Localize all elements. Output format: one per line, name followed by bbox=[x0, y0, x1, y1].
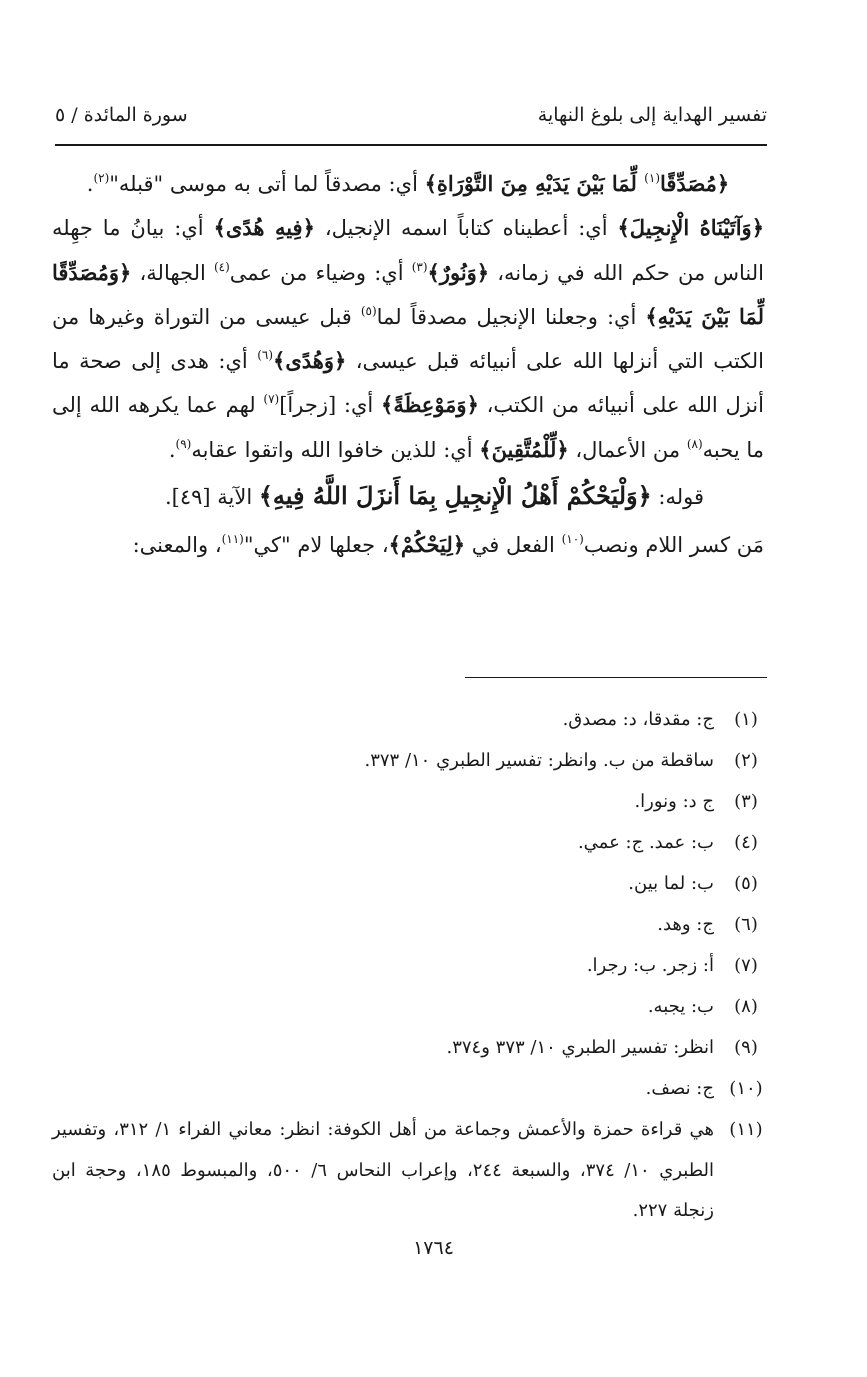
quran-verse: ﴿لِيَحْكُمْ﴾ bbox=[388, 532, 466, 558]
commentary-text: الجهالة، bbox=[131, 260, 214, 285]
footnote-ref: (٥) bbox=[360, 303, 377, 318]
running-header bbox=[55, 100, 767, 134]
footnote-text: أ: زجر. ب: رجرا. bbox=[586, 955, 714, 976]
footnote-number: (١) bbox=[734, 709, 758, 730]
quran-verse: ﴿فِيهِ هُدًى﴾ bbox=[213, 215, 315, 241]
commentary-text: ، والمعنى: bbox=[132, 533, 222, 558]
sura-label: سورة المائدة / ٥ bbox=[55, 104, 188, 126]
quran-verse: ﴿وَمُصَدِّقًا لِّمَا بَيْنَ يَدَيْهِ﴾ bbox=[52, 259, 764, 329]
footnote-ref: (٢) bbox=[93, 171, 110, 185]
footnote bbox=[52, 1028, 766, 1069]
qawl-label: قوله: bbox=[651, 485, 704, 510]
footnote-text: ب: عمد. ج: عمي. bbox=[577, 832, 714, 853]
commentary-text: . bbox=[168, 437, 176, 462]
footnote-text: ساقطة من ب. وانظر: تفسير الطبري ١٠/ ٣٧٣. bbox=[364, 750, 714, 771]
footnote-text: ب: لما بين. bbox=[628, 873, 714, 894]
footnote bbox=[52, 864, 766, 905]
quran-verse: ﴿لِّلْمُتَّقِينَ﴾ bbox=[479, 436, 569, 462]
quran-verse: ﴿وَهُدًى﴾ bbox=[273, 348, 347, 374]
book-title: تفسير الهداية إلى بلوغ النهاية bbox=[537, 104, 767, 126]
commentary-text: ، جعلها لام "كي" bbox=[243, 533, 389, 558]
commentary-text: أي: أعطيناه كتاباً اسمه الإنجيل، bbox=[314, 216, 618, 241]
paragraph-1 bbox=[52, 162, 764, 206]
footnote-number: (٤) bbox=[734, 832, 758, 853]
footnote-number: (٢) bbox=[734, 750, 758, 771]
footnote-text: ج: وهد. bbox=[657, 914, 714, 935]
commentary-text: الفعل في bbox=[465, 533, 562, 558]
commentary-text: . bbox=[86, 172, 94, 196]
footnote-ref: (٩) bbox=[175, 436, 192, 451]
footnote-ref: (٤) bbox=[213, 259, 230, 274]
footnote-text: انظر: تفسير الطبري ١٠/ ٣٧٣ و٣٧٤. bbox=[446, 1037, 714, 1058]
footnote-rule bbox=[465, 677, 767, 678]
commentary-text: أي: بيانُ ما جهِله الناس من حكم الله في زمانه، bbox=[52, 216, 765, 285]
footnote bbox=[52, 1110, 766, 1232]
footnote bbox=[52, 987, 766, 1028]
footnote bbox=[52, 700, 766, 741]
footnote-ref: (٧) bbox=[263, 392, 280, 407]
footnote-ref: (١٠) bbox=[561, 532, 584, 547]
page-number: ١٧٦٤ bbox=[413, 1237, 454, 1259]
verse-heading bbox=[52, 474, 764, 519]
paragraph-2 bbox=[52, 206, 764, 472]
main-text bbox=[52, 162, 764, 568]
commentary-text: أي: وضياء من عمى bbox=[229, 260, 412, 285]
footnote-text: ج: نصف. bbox=[645, 1078, 714, 1099]
quran-verse: لِّمَا بَيْنَ يَدَيْهِ مِنَ التَّوْرَاةِ﴾ bbox=[424, 171, 645, 196]
footnote-ref: (٦) bbox=[257, 348, 274, 363]
commentary-text: من الأعمال، bbox=[568, 437, 687, 462]
footnote-number: (١٠) bbox=[729, 1078, 763, 1099]
footnote-number: (٥) bbox=[734, 873, 758, 894]
quran-verse: ﴿وَلْيَحْكُمْ أَهْلُ الْإِنجِيلِ بِمَا أَنزَلَ اللَّهُ فِيهِ﴾ bbox=[258, 481, 652, 511]
commentary-text: أي: وجعلنا الإنجيل مصدقاً لما bbox=[376, 304, 646, 329]
quran-verse: ﴿وَآتَيْنَاهُ الْإِنجِيلَ﴾ bbox=[617, 215, 764, 241]
footnote-number: (٧) bbox=[734, 955, 758, 976]
quran-verse: ﴿وَمَوْعِظَةً﴾ bbox=[381, 392, 479, 418]
footnote-number: (٦) bbox=[734, 914, 758, 935]
footnote bbox=[52, 741, 766, 782]
footnote-text: ج: مقدقا، د: مصدق. bbox=[562, 709, 714, 730]
footnote bbox=[52, 823, 766, 864]
commentary-text: أي: [زجراً] bbox=[279, 393, 382, 418]
quran-verse: ﴿مُصَدِّقًا bbox=[660, 171, 730, 196]
footnote-ref: (٣) bbox=[411, 259, 428, 274]
footnote-text: ب: يجبه. bbox=[647, 996, 714, 1017]
commentary-text: أي: مصدقاً لما أتى به موسى "قبله" bbox=[109, 172, 425, 196]
quran-verse: ﴿وَنُورٌ﴾ bbox=[427, 259, 490, 285]
paragraph-4 bbox=[52, 523, 764, 567]
footnote-number: (٣) bbox=[734, 791, 758, 812]
footnote-number: (٨) bbox=[734, 996, 758, 1017]
commentary-text: لهم عما يكرهه الله إلى ما يحبه bbox=[52, 393, 764, 462]
footnote bbox=[52, 946, 766, 987]
footnote-ref: (١) bbox=[644, 171, 660, 185]
footnote-text: ج د: ونورا. bbox=[634, 791, 714, 812]
footnote-text: هي قراءة حمزة والأعمش وجماعة من أهل الكوفة: انظر: معاني الفراء ١/ ٣١٢، وتفسير الطبري ١٠/ ٣٧٤، والسبعة ٢٤٤، وإعراب النحاس ٦/ ٥٠٠، والمبسوط ١٨٥، وحجة ابن زنجلة ٢٢٧. bbox=[52, 1119, 714, 1221]
footnote-number: (٩) bbox=[734, 1037, 758, 1058]
footnote-number: (١١) bbox=[729, 1119, 763, 1140]
footnote-ref: (٨) bbox=[686, 436, 703, 451]
commentary-text: قبل عيسى من التوراة وغيرها من الكتب التي أنزلها الله على أنبيائه قبل عيسى، bbox=[52, 304, 764, 374]
footnote-ref: (١١) bbox=[221, 532, 244, 547]
commentary-text: أي: هدى إلى صحة ما أنزل الله على أنبيائه من الكتب، bbox=[52, 349, 764, 418]
header-rule bbox=[55, 144, 767, 146]
footnotes bbox=[52, 700, 766, 1232]
commentary-text: أي: للذين خافوا الله واتقوا عقابه bbox=[191, 437, 480, 462]
commentary-text: مَن كسر اللام ونصب bbox=[583, 533, 764, 558]
footnote bbox=[52, 1069, 766, 1110]
footnote bbox=[52, 905, 766, 946]
footnote bbox=[52, 782, 766, 823]
verse-reference: الآية [٤٩]. bbox=[164, 485, 259, 510]
